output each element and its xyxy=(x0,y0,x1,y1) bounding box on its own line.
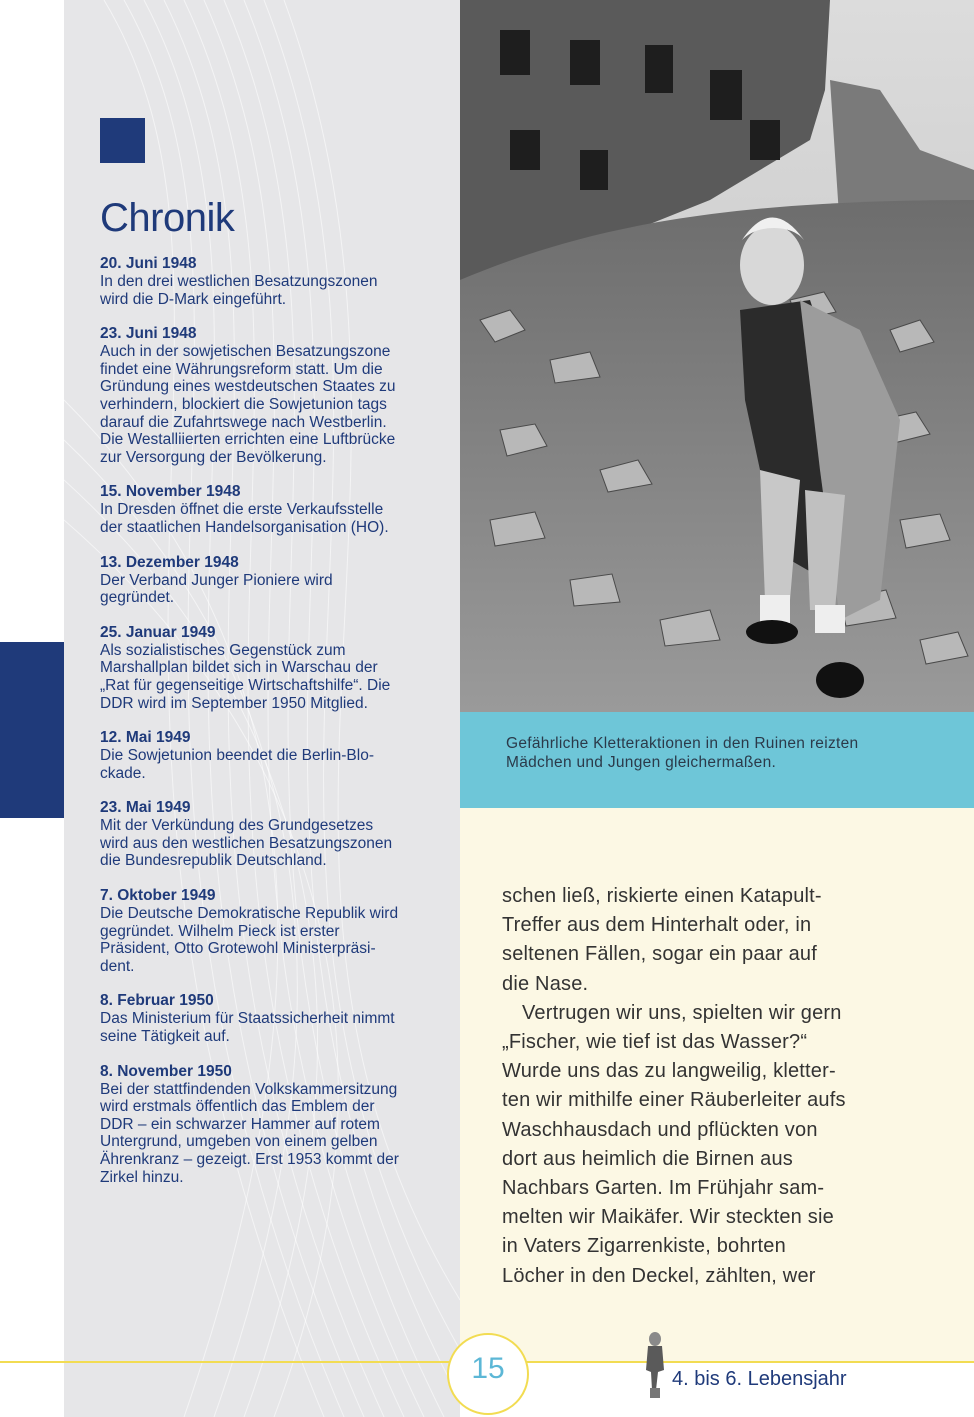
child-in-ruins-photo xyxy=(460,0,974,712)
entry-date: 23. Mai 1949 xyxy=(100,799,191,817)
entry-text: In den drei westlichen Besatzungszonen wird die D-Mark eingeführt. xyxy=(100,273,378,308)
photo-caption-box xyxy=(460,712,974,808)
walking-child-icon xyxy=(641,1330,667,1400)
chronicle-panel xyxy=(64,0,460,1417)
story-paragraph: schen ließ, riskierte einen Katapult- Treffer aus dem Hinterhalt oder, in seltenen Fällen, sogar ein paar auf die Nase. xyxy=(502,885,822,995)
story-text xyxy=(502,882,902,1291)
entry-text: Auch in der sowjetischen Besatzungszone findet eine Währungsreform statt. Um die Gründung eines westdeutschen Staates zu verhindern, blockiert die Sowjetunion tags darauf die Zufahrtswege nach Westberlin. Die Westalliierten errichten eine Luftbrücke zur Versorgung der Bevölkerung. xyxy=(100,343,396,466)
chronicle-entry xyxy=(100,255,430,308)
chronicle-entry xyxy=(100,624,430,712)
section-label: 4. bis 6. Lebensjahr xyxy=(672,1368,847,1390)
entry-text: Mit der Verkündung des Grundgesetzes wird aus den westlichen Besatzungszonen die Bundesrepublik Deutschland. xyxy=(100,817,393,870)
entry-date: 8. Februar 1950 xyxy=(100,992,214,1010)
entry-date: 15. November 1948 xyxy=(100,483,241,501)
story-paragraph: Vertrugen wir uns, spielten wir gern „Fischer, wie tief ist das Wasser?“ Wurde uns das zu langweilig, kletter- ten wir mithilfe einer Räuberleiter aufs Waschhausdach und pflückten von dort aus heimlich die Birnen aus Nachbars Garten. Im Frühjahr sam- melten wir Maikäfer. Wir steckten sie in Vaters Zigarrenkiste, bohrten Löcher in den Deckel, zählten, wer xyxy=(502,1001,846,1287)
chronicle-entries xyxy=(100,255,430,1203)
entry-date: 25. Januar 1949 xyxy=(100,623,216,641)
chronicle-square-marker xyxy=(100,118,145,163)
entry-date: 20. Juni 1948 xyxy=(100,255,197,272)
chronicle-entry xyxy=(100,325,430,466)
entry-date: 8. November 1950 xyxy=(100,1062,232,1080)
entry-text: Der Verband Junger Pioniere wird gegründet. xyxy=(100,571,333,607)
chronicle-entry xyxy=(100,992,430,1045)
photo-caption: Gefährliche Kletteraktionen in den Ruinen reizten Mädchen und Jungen gleichermaßen. xyxy=(506,735,859,771)
chronicle-entry xyxy=(100,887,430,975)
chronicle-entry xyxy=(100,483,430,536)
entry-text: Als sozialistisches Gegenstück zum Marshallplan bildet sich in Warschau der „Rat für gegenseitige Wirtschaftshilfe“. Die DDR wird im September 1950 Mitglied. xyxy=(100,641,391,712)
entry-text: Die Deutsche Demokratische Republik wird gegründet. Wilhelm Pieck ist erster Präsident, Otto Grotewohl Ministerpräsi- dent. xyxy=(100,905,399,975)
side-tab-marker xyxy=(0,642,64,818)
entry-text: Bei der stattfindenden Volkskammersitzung wird erstmals öffentlich das Emblem der DDR – ein schwarzer Hammer auf rotem Untergrund, umgeben von einem gelben Ährenkranz – gezeigt. Erst 1953 kommt der Zirkel hinzu. xyxy=(100,1080,399,1186)
chronicle-entry xyxy=(100,1063,430,1187)
entry-date: 23. Juni 1948 xyxy=(100,325,197,343)
entry-date: 7. Oktober 1949 xyxy=(100,887,216,905)
entry-text: In Dresden öffnet die erste Verkaufsstelle der staatlichen Handelsorganisation (HO). xyxy=(100,501,389,536)
entry-date: 13. Dezember 1948 xyxy=(100,553,239,571)
page-number: 15 xyxy=(471,1352,505,1385)
entry-text: Die Sowjetunion beendet die Berlin-Blo- ckade. xyxy=(100,747,374,782)
chronicle-title: Chronik xyxy=(100,196,235,240)
chronicle-entry xyxy=(100,554,430,607)
story-column xyxy=(460,808,974,1362)
ruins-photo xyxy=(460,0,974,712)
entry-date: 12. Mai 1949 xyxy=(100,729,191,747)
chronicle-entry xyxy=(100,729,430,782)
entry-text: Das Ministerium für Staatssicherheit nimmt seine Tätigkeit auf. xyxy=(100,1010,395,1046)
chronicle-entry xyxy=(100,799,430,870)
